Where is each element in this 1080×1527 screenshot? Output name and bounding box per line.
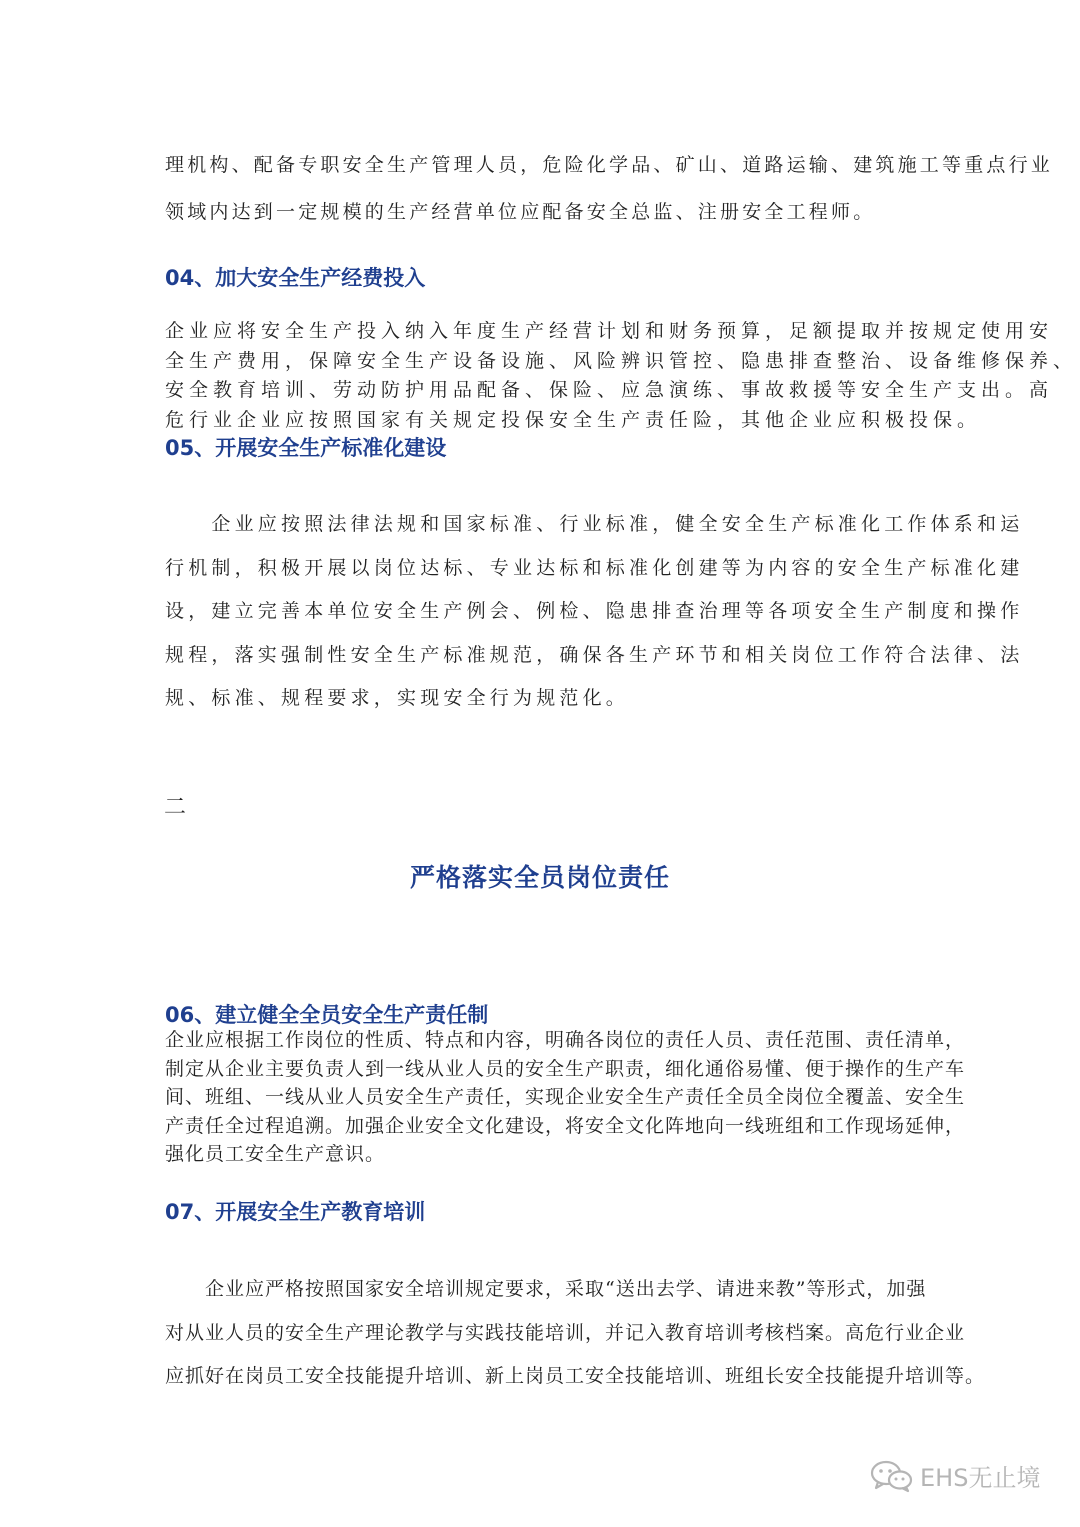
section-title: 严格落实全员岗位责任 — [409, 863, 670, 892]
text-line: 企业应将安全生产投入纳入年度生产经营计划和财务预算，足额提取并按规定使用安 — [165, 320, 1054, 342]
heading-06: 06、建立健全全员安全生产责任制 — [165, 1003, 489, 1027]
text-line: 企业应严格按照国家安全培训规定要求，采取“送出去学、请进来教”等形式，加强 — [165, 1278, 927, 1300]
text-line: 安全教育培训、劳动防护用品配备、保险、应急演练、事故救援等安全生产支出。高 — [165, 379, 1054, 401]
intro-paragraph — [165, 142, 1054, 236]
text-line: 规程，落实强制性安全生产标准规范，确保各生产环节和相关岗位工作符合法律、法 — [165, 643, 1024, 666]
text-line: 危行业企业应按照国家有关规定投保安全生产责任险，其他企业应积极投保。 — [165, 408, 982, 431]
text-line: 应抓好在岗员工安全技能提升培训、新上岗员工安全技能培训、班组长安全技能提升培训等。 — [165, 1365, 986, 1387]
paragraph-07 — [165, 1268, 986, 1399]
wechat-icon — [870, 1459, 914, 1493]
text-line: 企业应按照法律法规和国家标准、行业标准，健全安全生产标准化工作体系和运 — [165, 513, 1024, 535]
text-line: 行机制，积极开展以岗位达标、专业达标和标准化创建等为内容的安全生产标准化建 — [165, 556, 1024, 579]
watermark-text: EHS无止境 — [920, 1464, 1041, 1492]
heading-07: 07、开展安全生产教育培训 — [165, 1200, 426, 1224]
heading-04: 04、加大安全生产经费投入 — [165, 266, 426, 290]
text-line: 产责任全过程追溯。加强企业安全文化建设，将安全文化阵地向一线班组和工作现场延伸， — [165, 1114, 966, 1137]
text-line: 对从业人员的安全生产理论教学与实践技能培训，并记入教育培训考核档案。高危行业企业 — [165, 1321, 966, 1344]
watermark — [870, 1458, 1040, 1493]
paragraph-04 — [165, 317, 1078, 435]
text-line: 领域内达到一定规模的生产经营单位应配备安全总监、注册安全工程师。 — [165, 201, 876, 223]
heading-05: 05、开展安全生产标准化建设 — [165, 436, 447, 460]
text-line: 强化员工安全生产意识。 — [165, 1143, 386, 1165]
text-line: 设，建立完善本单位安全生产例会、例检、隐患排查治理等各项安全生产制度和操作 — [165, 600, 1024, 622]
paragraph-05 — [165, 503, 1024, 721]
text-line: 规、标准、规程要求，实现安全行为规范化。 — [165, 687, 630, 709]
text-line: 间、班组、一线从业人员安全生产责任，实现企业安全生产责任全员全岗位全覆盖、安全生 — [165, 1086, 966, 1108]
text-line: 全生产费用，保障安全生产设备设施、风险辨识管控、隐患排查整治、设备维修保养、 — [165, 349, 1078, 372]
paragraph-06 — [165, 1026, 966, 1169]
text-line: 理机构、配备专职安全生产管理人员，危险化学品、矿山、道路运输、建筑施工等重点行业 — [165, 154, 1054, 176]
text-line: 制定从企业主要负责人到一线从业人员的安全生产职责，细化通俗易懂、便于操作的生产车 — [165, 1057, 966, 1080]
section-number: 二 — [164, 795, 187, 820]
text-line: 企业应根据工作岗位的性质、特点和内容，明确各岗位的责任人员、责任范围、责任清单， — [165, 1029, 966, 1051]
